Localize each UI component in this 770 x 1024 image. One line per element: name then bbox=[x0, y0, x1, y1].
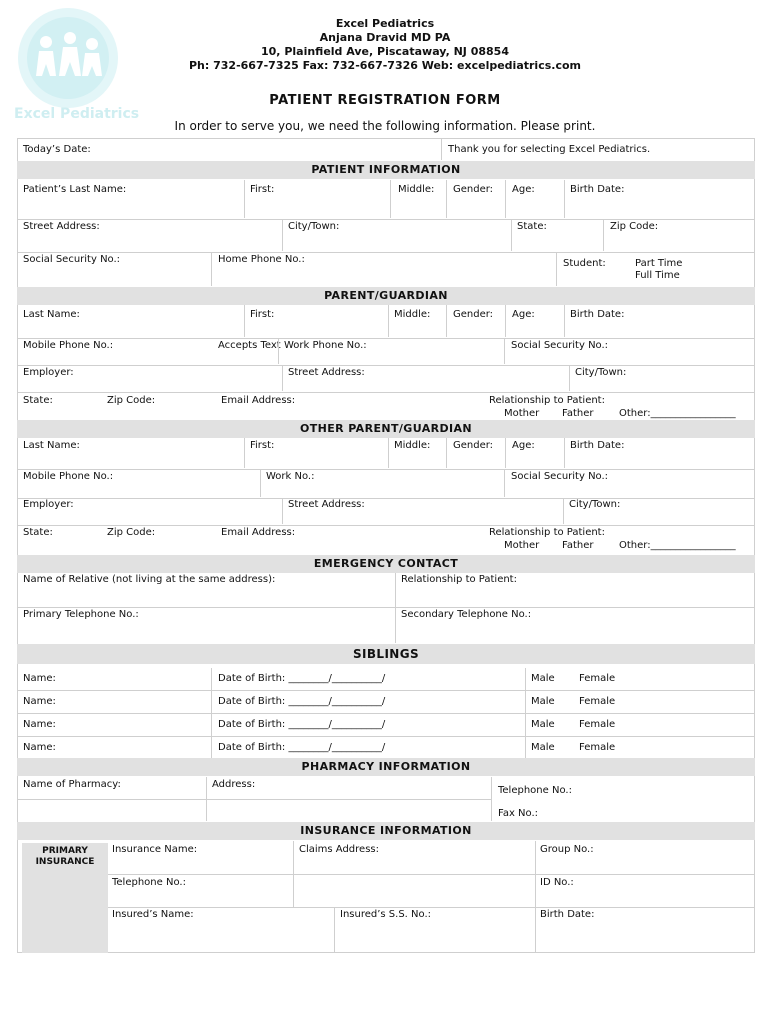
patient-gender-label: Gender: bbox=[453, 184, 494, 195]
emergency-contact-heading: EMERGENCY CONTACT bbox=[17, 555, 755, 573]
group-no-label: Group No.: bbox=[540, 844, 594, 855]
other-city-label: City/Town: bbox=[569, 499, 621, 510]
divider bbox=[564, 180, 565, 218]
divider bbox=[446, 305, 447, 337]
divider bbox=[282, 219, 283, 251]
insured-birth-date-label: Birth Date: bbox=[540, 909, 595, 920]
pharmacy-name-label: Name of Pharmacy: bbox=[23, 779, 121, 790]
divider bbox=[563, 498, 564, 524]
divider bbox=[525, 714, 526, 736]
full-time-option[interactable]: Full Time bbox=[635, 270, 680, 281]
divider bbox=[388, 305, 389, 337]
parent-last-name-label: Last Name: bbox=[23, 309, 80, 320]
divider bbox=[17, 392, 755, 393]
divider bbox=[505, 305, 506, 337]
divider bbox=[211, 668, 212, 690]
emergency-relative-label: Name of Relative (not living at the same address): bbox=[23, 574, 276, 585]
patient-last-name-label: Patient’s Last Name: bbox=[23, 184, 127, 195]
form-title: PATIENT REGISTRATION FORM bbox=[269, 93, 501, 108]
parent-mother-option[interactable]: Mother bbox=[504, 408, 540, 419]
divider bbox=[17, 736, 755, 737]
parent-city-label: City/Town: bbox=[575, 367, 627, 378]
divider bbox=[211, 737, 212, 759]
thank-you-text: Thank you for selecting Excel Pediatrics. bbox=[448, 144, 651, 155]
divider bbox=[556, 252, 557, 286]
parent-guardian-heading: PARENT/GUARDIAN bbox=[17, 287, 755, 305]
divider bbox=[17, 713, 755, 714]
divider bbox=[17, 338, 755, 339]
divider bbox=[282, 498, 283, 524]
divider bbox=[282, 365, 283, 391]
pharmacy-fax-label: Fax No.: bbox=[498, 808, 539, 819]
divider bbox=[17, 607, 755, 608]
other-email-label: Email Address: bbox=[221, 527, 296, 538]
other-zip-label: Zip Code: bbox=[107, 527, 156, 538]
divider bbox=[491, 777, 492, 821]
divider bbox=[17, 690, 755, 691]
sibling-female-option[interactable]: Female bbox=[579, 742, 616, 753]
divider bbox=[17, 365, 755, 366]
insurance-name-label: Insurance Name: bbox=[112, 844, 198, 855]
divider bbox=[564, 305, 565, 337]
divider bbox=[441, 138, 442, 160]
parent-middle-label: Middle: bbox=[394, 309, 431, 320]
practice-name: Excel Pediatrics bbox=[335, 17, 435, 30]
sibling-dob-field[interactable]: Date of Birth: ________/__________/ bbox=[218, 696, 386, 707]
other-relationship-label: Relationship to Patient: bbox=[489, 527, 605, 538]
other-street-label: Street Address: bbox=[288, 499, 365, 510]
parent-zip-label: Zip Code: bbox=[107, 395, 156, 406]
divider bbox=[525, 691, 526, 713]
divider bbox=[17, 219, 755, 220]
form-intro: In order to serve you, we need the following information. Please print. bbox=[174, 119, 596, 133]
pharmacy-heading: PHARMACY INFORMATION bbox=[17, 758, 755, 776]
part-time-option[interactable]: Part Time bbox=[635, 258, 683, 269]
primary-label-line1: PRIMARY bbox=[42, 846, 88, 856]
patient-info-heading: PATIENT INFORMATION bbox=[17, 161, 755, 179]
accepts-text-option[interactable]: Accepts Text bbox=[218, 340, 281, 351]
sibling-name-label: Name: bbox=[23, 696, 56, 707]
divider bbox=[17, 498, 755, 499]
parent-other-field[interactable]: Other:_________________ bbox=[619, 408, 736, 419]
other-birth-date-label: Birth Date: bbox=[570, 440, 625, 451]
parent-father-option[interactable]: Father bbox=[562, 408, 594, 419]
divider bbox=[17, 469, 755, 470]
insured-ssn-label: Insured’s S.S. No.: bbox=[340, 909, 431, 920]
patient-birth-date-label: Birth Date: bbox=[570, 184, 625, 195]
divider bbox=[244, 180, 245, 218]
divider bbox=[244, 438, 245, 468]
primary-label-line2: INSURANCE bbox=[35, 857, 95, 867]
parent-birth-date-label: Birth Date: bbox=[570, 309, 625, 320]
pharmacy-telephone-label: Telephone No.: bbox=[498, 785, 572, 796]
patient-city-label: City/Town: bbox=[288, 221, 340, 232]
divider bbox=[17, 525, 755, 526]
divider bbox=[504, 469, 505, 497]
todays-date-label: Today’s Date: bbox=[23, 144, 91, 155]
patient-zip-label: Zip Code: bbox=[610, 221, 659, 232]
divider bbox=[564, 438, 565, 468]
patient-ssn-label: Social Security No.: bbox=[23, 254, 121, 265]
insurance-telephone-label: Telephone No.: bbox=[112, 877, 186, 888]
sibling-dob-field[interactable]: Date of Birth: ________/__________/ bbox=[218, 742, 386, 753]
divider bbox=[244, 305, 245, 337]
other-mobile-label: Mobile Phone No.: bbox=[23, 471, 114, 482]
sibling-male-option[interactable]: Male bbox=[531, 673, 555, 684]
patient-first-label: First: bbox=[250, 184, 275, 195]
sibling-male-option[interactable]: Male bbox=[531, 696, 555, 707]
divider bbox=[511, 219, 512, 251]
other-state-label: State: bbox=[23, 527, 53, 538]
divider bbox=[505, 438, 506, 468]
sibling-name-label: Name: bbox=[23, 673, 56, 684]
sibling-male-option[interactable]: Male bbox=[531, 719, 555, 730]
other-middle-label: Middle: bbox=[394, 440, 431, 451]
patient-street-label: Street Address: bbox=[23, 221, 100, 232]
sibling-name-label: Name: bbox=[23, 719, 56, 730]
patient-home-phone-label: Home Phone No.: bbox=[218, 254, 305, 265]
patient-state-label: State: bbox=[517, 221, 547, 232]
other-gender-label: Gender: bbox=[453, 440, 494, 451]
sibling-female-option[interactable]: Female bbox=[579, 719, 616, 730]
other-work-no-label: Work No.: bbox=[266, 471, 315, 482]
divider bbox=[525, 668, 526, 690]
parent-age-label: Age: bbox=[512, 309, 535, 320]
other-parent-heading: OTHER PARENT/GUARDIAN bbox=[17, 420, 755, 438]
divider bbox=[535, 841, 536, 953]
parent-street-label: Street Address: bbox=[288, 367, 365, 378]
siblings-heading: SIBLINGS bbox=[17, 644, 755, 664]
insurance-id-label: ID No.: bbox=[540, 877, 574, 888]
divider bbox=[211, 691, 212, 713]
logo-text: Excel Pediatrics bbox=[14, 106, 140, 122]
other-employer-label: Employer: bbox=[23, 499, 74, 510]
emergency-relationship-label: Relationship to Patient: bbox=[401, 574, 517, 585]
divider bbox=[446, 180, 447, 218]
doctor-name: Anjana Dravid MD PA bbox=[319, 31, 451, 44]
divider bbox=[603, 219, 604, 251]
divider bbox=[17, 799, 491, 800]
sibling-dob-field[interactable]: Date of Birth: ________/__________/ bbox=[218, 719, 386, 730]
divider bbox=[17, 252, 755, 253]
divider bbox=[108, 907, 755, 908]
primary-insurance-label bbox=[22, 846, 108, 868]
divider bbox=[211, 252, 212, 286]
other-first-label: First: bbox=[250, 440, 275, 451]
divider bbox=[395, 573, 396, 643]
parent-relationship-label: Relationship to Patient: bbox=[489, 395, 605, 406]
other-ssn-label: Social Security No.: bbox=[511, 471, 609, 482]
sibling-female-option[interactable]: Female bbox=[579, 696, 616, 707]
divider bbox=[446, 438, 447, 468]
other-mother-option[interactable]: Mother bbox=[504, 540, 540, 551]
pharmacy-address-label: Address: bbox=[212, 779, 256, 790]
sibling-dob-field[interactable]: Date of Birth: ________/__________/ bbox=[218, 673, 386, 684]
divider bbox=[569, 365, 570, 391]
other-father-option[interactable]: Father bbox=[562, 540, 594, 551]
emergency-secondary-phone-label: Secondary Telephone No.: bbox=[401, 609, 532, 620]
insured-name-label: Insured’s Name: bbox=[112, 909, 194, 920]
other-age-label: Age: bbox=[512, 440, 535, 451]
divider bbox=[211, 714, 212, 736]
divider bbox=[525, 737, 526, 759]
sibling-name-label: Name: bbox=[23, 742, 56, 753]
patient-middle-label: Middle: bbox=[398, 184, 435, 195]
student-label: Student: bbox=[563, 258, 606, 269]
parent-first-label: First: bbox=[250, 309, 275, 320]
parent-gender-label: Gender: bbox=[453, 309, 494, 320]
parent-work-phone-label: Work Phone No.: bbox=[284, 340, 367, 351]
divider bbox=[505, 180, 506, 218]
sibling-female-option[interactable]: Female bbox=[579, 673, 616, 684]
divider bbox=[504, 338, 505, 364]
parent-state-label: State: bbox=[23, 395, 53, 406]
practice-address: 10, Plainfield Ave, Piscataway, NJ 08854 bbox=[261, 45, 509, 58]
other-last-name-label: Last Name: bbox=[23, 440, 80, 451]
sibling-male-option[interactable]: Male bbox=[531, 742, 555, 753]
divider bbox=[388, 438, 389, 468]
other-other-field[interactable]: Other:_________________ bbox=[619, 540, 736, 551]
divider bbox=[108, 874, 755, 875]
parent-email-label: Email Address: bbox=[221, 395, 296, 406]
insurance-heading: INSURANCE INFORMATION bbox=[17, 822, 755, 840]
claims-address-label: Claims Address: bbox=[299, 844, 379, 855]
emergency-primary-phone-label: Primary Telephone No.: bbox=[23, 609, 139, 620]
divider bbox=[390, 180, 391, 218]
practice-contact: Ph: 732-667-7325 Fax: 732-667-7326 Web: excelpediatrics.com bbox=[189, 59, 581, 72]
parent-ssn-label: Social Security No.: bbox=[511, 340, 609, 351]
parent-employer-label: Employer: bbox=[23, 367, 74, 378]
divider bbox=[334, 907, 335, 953]
parent-mobile-label: Mobile Phone No.: bbox=[23, 340, 114, 351]
patient-age-label: Age: bbox=[512, 184, 535, 195]
divider bbox=[278, 338, 279, 364]
divider bbox=[260, 469, 261, 497]
